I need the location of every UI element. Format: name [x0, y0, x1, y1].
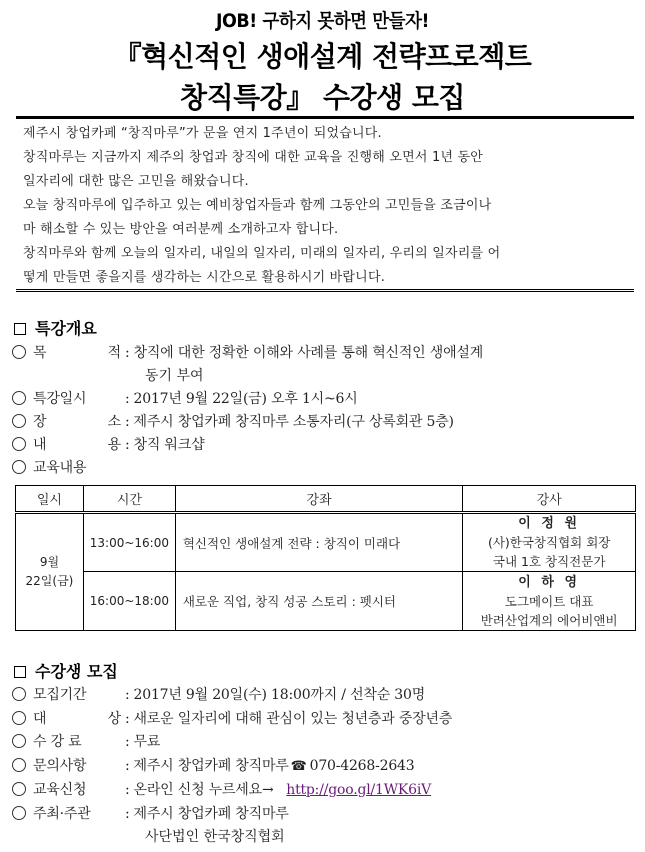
label-part: 소 — [107, 414, 121, 430]
date-cell — [16, 513, 84, 631]
recruit-item-host-continuation: 사단법인 한국창직협회 — [145, 829, 285, 845]
section-heading-overview — [14, 316, 97, 339]
intro-text — [23, 122, 629, 290]
item-label: 교육내용 — [33, 460, 87, 476]
circle-bullet-icon — [12, 687, 26, 701]
item-label: 수 강 료 — [33, 734, 82, 750]
item-label — [33, 388, 121, 408]
time-cell: 16:00~18:00 — [83, 572, 175, 631]
intro-line: 마 해소할 수 있는 방안을 여러분께 소개하고자 합니다. — [23, 222, 339, 237]
recruit-item-fee — [12, 731, 160, 751]
item-label: 교육신청 — [33, 782, 87, 798]
item-value: 제주시 창업카페 창직마루 소통자리(구 상록회관 5층) — [133, 414, 454, 430]
item-value: 2017년 9월 22일(금) 오후 1시~6시 — [133, 391, 358, 407]
recruit-item-apply — [12, 779, 431, 799]
overview-item-datetime — [12, 388, 358, 408]
lecturer-cell — [463, 572, 636, 631]
schedule-table — [15, 485, 636, 631]
recruit-item-period — [12, 684, 425, 704]
table-row — [16, 513, 636, 572]
item-label: 모집기간 — [33, 687, 87, 703]
intro-line: 창직마루와 함께 오늘의 일자리, 내일의 일자리, 미래의 일자리, 우리의 일자리를 어 — [23, 246, 501, 261]
label-part: 내 — [33, 437, 47, 453]
intro-line: 떻게 만들면 좋을지를 생각하는 시간으로 활용하시기 바랍니다. — [23, 270, 386, 285]
time-cell: 13:00~16:00 — [83, 513, 175, 572]
separator: : — [125, 734, 130, 750]
circle-bullet-icon — [12, 437, 26, 451]
item-label: 주최·주관 — [33, 806, 91, 822]
item-label: 문의사항 — [33, 758, 87, 774]
column-header-lecturer: 강사 — [463, 486, 636, 513]
square-bullet-icon — [14, 666, 26, 678]
square-bullet-icon — [14, 323, 26, 335]
intro-line: 창직마루는 지금까지 제주의 창업과 창직에 대한 교육을 진행해 오면서 1년 동안 — [23, 150, 484, 165]
column-header-date: 일시 — [16, 486, 84, 513]
separator: : — [125, 345, 130, 361]
table-header-row — [16, 486, 636, 513]
label-part: 목 — [33, 345, 47, 361]
section-heading-text: 수강생 모집 — [35, 662, 118, 681]
item-value: 창직 워크샵 — [133, 437, 205, 453]
separator: : — [125, 806, 130, 822]
column-header-course: 강좌 — [175, 486, 462, 513]
intro-box — [16, 116, 634, 292]
lecturer-name: 이 정 원 — [518, 516, 581, 531]
lecturer-title: 반려산업계의 에어비앤비 — [480, 612, 618, 628]
item-value: 제주시 창업카페 창직마루 — [133, 758, 289, 774]
label-part: 장 — [33, 414, 47, 430]
item-value: 새로운 일자리에 대해 관심이 있는 청년층과 중장년층 — [133, 711, 453, 727]
overview-item-purpose-continuation: 동기 부여 — [145, 368, 204, 384]
separator: : — [125, 437, 130, 453]
recruit-item-inquiry — [12, 755, 414, 775]
circle-bullet-icon — [12, 711, 26, 725]
separator: : — [125, 687, 130, 703]
circle-bullet-icon — [12, 414, 26, 428]
item-label: 대 상 — [33, 711, 121, 727]
page-title-line-1: 『혁신적인 생애설계 전략프로젝트 — [113, 40, 532, 73]
circle-bullet-icon — [12, 734, 26, 748]
label-part: 적 — [107, 345, 121, 361]
circle-bullet-icon — [12, 758, 26, 772]
column-header-time: 시간 — [83, 486, 175, 513]
separator: : — [125, 391, 130, 407]
label-part: 특강일시 — [33, 391, 87, 407]
separator: : — [125, 782, 130, 798]
course-title-cell: 새로운 직업, 창직 성공 스토리 : 펫시터 — [175, 572, 462, 631]
phone-number: 070-4268-2643 — [309, 758, 415, 774]
table-row — [16, 572, 636, 631]
lecturer-title: (사)한국창직협회 회장 — [487, 535, 611, 550]
separator: : — [125, 414, 130, 430]
page-title-line-2: 창직특강』 수강생 모집 — [180, 81, 465, 114]
apply-link[interactable]: http://goo.gl/1WK6iV — [286, 782, 432, 798]
overview-item-purpose — [12, 342, 483, 362]
section-heading-recruit — [14, 659, 118, 682]
circle-bullet-icon — [12, 782, 26, 796]
lecturer-name: 이 하 영 — [518, 574, 581, 590]
circle-bullet-icon — [12, 460, 26, 474]
item-value: 무료 — [133, 734, 161, 750]
label-part: 용 — [107, 437, 121, 453]
recruit-item-host — [12, 803, 289, 823]
item-value: 온라인 신청 누르세요→ — [133, 782, 274, 798]
lecturer-title: 국내 1호 창직전문가 — [492, 554, 606, 569]
item-value: 2017년 9월 20일(수) 18:00까지 / 선착순 30명 — [133, 687, 426, 703]
intro-line: 일자리에 대한 많은 고민을 해왔습니다. — [23, 174, 249, 189]
item-value: 제주시 창업카페 창직마루 — [133, 806, 289, 822]
date-month: 9월 — [39, 555, 60, 569]
intro-line: 제주시 창업카페 “창직마루”가 문을 연지 1주년이 되었습니다. — [23, 126, 382, 141]
section-heading-text: 특강개요 — [35, 319, 97, 338]
recruit-item-target — [12, 708, 452, 728]
item-label — [33, 434, 121, 454]
circle-bullet-icon — [12, 806, 26, 820]
intro-line: 오늘 창직마루에 입주하고 있는 예비창업자들과 함께 그동안의 고민들을 조금이나 — [23, 198, 492, 213]
course-title-cell: 혁신적인 생애설계 전략 : 창직이 미래다 — [175, 513, 462, 572]
lecturer-cell — [463, 513, 636, 572]
separator: : — [125, 711, 130, 727]
circle-bullet-icon — [12, 391, 26, 405]
overview-item-location — [12, 411, 454, 431]
header-tagline: JOB! 구하지 못하면 만들자! — [215, 10, 430, 32]
date-day: 22일(금) — [25, 574, 74, 588]
item-value: 창직에 대한 정확한 이해와 사례를 통해 혁신적인 생애설계 — [133, 345, 484, 361]
item-label — [33, 342, 121, 362]
overview-item-curriculum — [12, 457, 86, 477]
lecturer-title: 도그메이트 대표 — [504, 593, 594, 609]
intro-top-rule — [16, 116, 634, 118]
separator: : — [125, 758, 130, 774]
phone-icon: ☎ — [290, 759, 307, 774]
circle-bullet-icon — [12, 345, 26, 359]
item-label — [33, 411, 121, 431]
overview-item-content — [12, 434, 204, 454]
